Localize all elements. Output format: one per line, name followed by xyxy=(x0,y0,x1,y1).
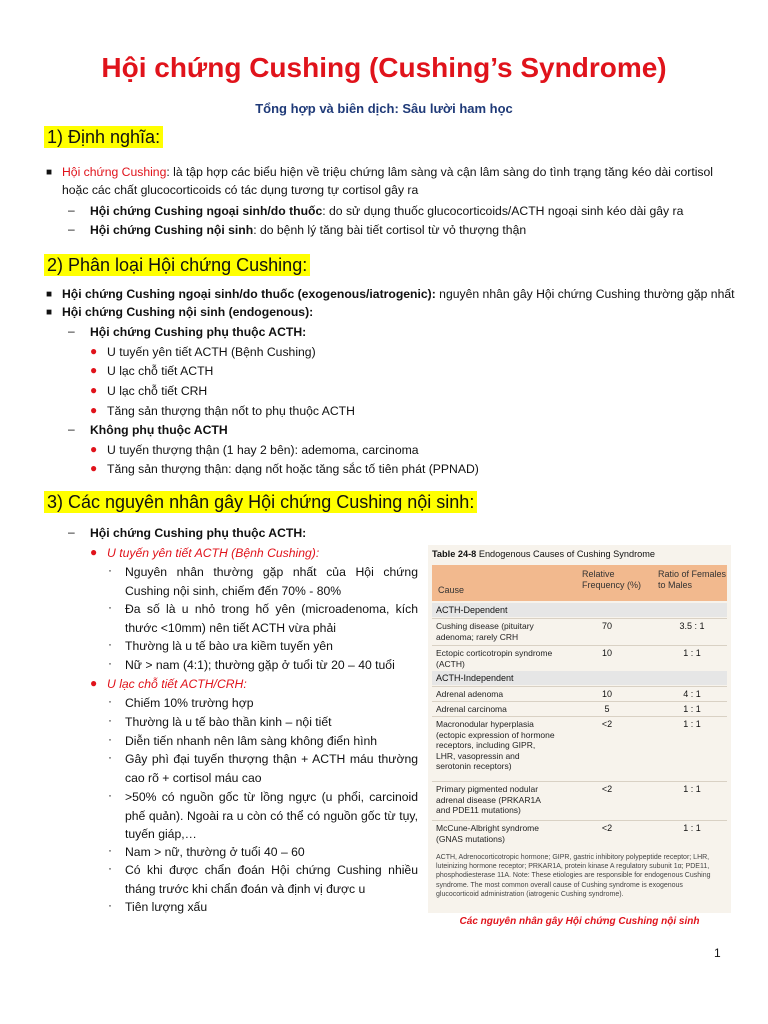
dot-icon: · xyxy=(108,861,112,875)
table-row xyxy=(432,701,727,716)
list-item: Có khi được chẩn đoán Hội chứng Cushing nhiều tháng trước khi chẩn đoán và định vị được u xyxy=(125,863,418,896)
header-ratio: Ratio of Females to Males xyxy=(658,569,727,590)
red-bullet-icon: ● xyxy=(90,676,98,690)
dot-icon: · xyxy=(108,656,112,670)
cell-ratio: 1 : 1 xyxy=(683,784,701,794)
causes-table-figure xyxy=(428,545,731,913)
bullet-icon: ■ xyxy=(46,289,53,300)
list-item: Diễn tiến nhanh nên lâm sàng không điển hình xyxy=(125,734,378,748)
cell-frequency: <2 xyxy=(601,823,613,833)
list-item: U tuyến thượng thận (1 hay 2 bên): ademoma, carcinoma xyxy=(107,443,419,457)
figure-caption: Các nguyên nhân gây Hội chứng Cushing nội sinh xyxy=(459,916,700,927)
list-item: Nữ > nam (4:1); thường gặp ở tuổi từ 20 – 40 tuổi xyxy=(125,658,395,672)
table-row xyxy=(432,716,727,781)
dot-icon: · xyxy=(108,713,112,727)
section-3-heading: 3) Các nguyên nhân gây Hội chứng Cushing nội sinh: xyxy=(44,491,477,513)
dash-icon: – xyxy=(68,203,75,217)
page-number: 1 xyxy=(714,946,721,960)
red-bullet-icon: ● xyxy=(90,344,98,358)
table-row xyxy=(432,618,727,645)
list-item: U lạc chỗ tiết ACTH xyxy=(107,364,214,378)
cell-ratio: 3.5 : 1 xyxy=(679,621,705,631)
table-row xyxy=(432,645,727,672)
table-title: Table 24-8 Endogenous Causes of Cushing Syndrome xyxy=(432,549,656,559)
class-acth-independent: Không phụ thuộc ACTH xyxy=(90,423,228,437)
dot-icon: · xyxy=(108,637,112,651)
list-item: Thường là u tế bào ưa kiềm tuyến yên xyxy=(125,639,333,653)
red-bullet-icon: ● xyxy=(90,403,98,417)
bullet-icon: ■ xyxy=(46,167,53,178)
dash-icon: – xyxy=(68,324,75,338)
red-bullet-icon: ● xyxy=(90,383,98,397)
page-subtitle: Tổng hợp và biên dịch: Sâu lười ham học xyxy=(255,101,513,116)
list-item: Nguyên nhân thường gặp nhất của Hội chứng Cushing nội sinh, chiếm đến 70% - 80% xyxy=(125,565,418,598)
cell-cause: McCune-Albright syndrome (GNAS mutations) xyxy=(436,823,539,844)
bullet-icon: ■ xyxy=(46,307,53,318)
table-row xyxy=(432,686,727,701)
table-row xyxy=(432,781,727,820)
list-item: Chiếm 10% trường hợp xyxy=(125,696,254,710)
dot-icon: · xyxy=(108,750,112,764)
class-endogenous: Hội chứng Cushing nội sinh (endogenous): xyxy=(62,305,314,319)
cell-cause: Cushing disease (pituitary adenoma; rarely CRH xyxy=(436,621,534,642)
cell-frequency: 5 xyxy=(604,704,610,714)
dot-icon: · xyxy=(108,563,112,577)
section-2-heading: 2) Phân loại Hội chứng Cushing: xyxy=(44,254,310,276)
cell-cause: Adrenal adenoma xyxy=(436,689,504,699)
cell-cause: Macronodular hyperplasia (ectopic expression of hormone receptors, including GIPR, LHR, vasopressin and serotonin receptors) xyxy=(436,719,555,771)
subheading-ectopic: U lạc chỗ tiết ACTH/CRH: xyxy=(107,677,247,691)
list-item: Tiên lượng xấu xyxy=(125,900,208,914)
definition-line-1: Hội chứng Cushing: là tập hợp các biểu hiện về triệu chứng lâm sàng và cận lâm sàng do tình trạng tăng kéo dài cortisol xyxy=(62,165,714,179)
page-title: Hội chứng Cushing (Cushing’s Syndrome) xyxy=(101,52,667,83)
group-acth-independent: ACTH-Independent xyxy=(432,671,727,685)
cell-frequency: <2 xyxy=(601,719,613,729)
cell-frequency: <2 xyxy=(601,784,613,794)
list-item: Gây phì đại tuyến thượng thận + ACTH máu thường cao rõ + cortisol máu cao xyxy=(125,752,418,785)
list-item: U lạc chỗ tiết CRH xyxy=(107,384,208,398)
dash-icon: – xyxy=(68,222,75,236)
red-bullet-icon: ● xyxy=(90,442,98,456)
cell-ratio: 1 : 1 xyxy=(683,704,701,714)
cell-frequency: 10 xyxy=(601,689,612,699)
subheading-pituitary: U tuyến yên tiết ACTH (Bệnh Cushing): xyxy=(107,546,320,560)
section-1-heading: 1) Định nghĩa: xyxy=(44,126,163,148)
class-exogenous: Hội chứng Cushing ngoại sinh/do thuốc (exogenous/iatrogenic): nguyên nhân gây Hội chứng Cushing thường gặp nhất xyxy=(62,287,735,301)
dot-icon: · xyxy=(108,732,112,746)
cell-cause: Adrenal carcinoma xyxy=(436,704,507,714)
definition-endogenous: Hội chứng Cushing nội sinh: do bệnh lý tăng bài tiết cortisol từ vỏ thượng thận xyxy=(90,223,527,237)
cell-cause: Ectopic corticotropin syndrome (ACTH) xyxy=(436,648,553,669)
list-item: Tăng sản thượng thận: dạng nốt hoặc tăng sắc tố tiên phát (PPNAD) xyxy=(107,462,479,476)
cell-ratio: 4 : 1 xyxy=(683,689,701,699)
dash-icon: – xyxy=(68,525,75,539)
dot-icon: · xyxy=(108,898,112,912)
group-acth-dependent: ACTH-Dependent xyxy=(432,603,727,617)
table-note: ACTH, Adrenocorticotropic hormone; GIPR, gastric inhibitory polypeptide receptor; LHR, luteinizing hormone receptor; PRKAR1A, protein kinase A regulatory subunit 1α; PDE11, phosphodiesterase 11A. Note: These etiologies are responsible for endogenous Cushing syndrome. The most common overall cause of Cushing syndrome is exogenous glucocorticoid administration (iatrogenic Cushing syndrome). xyxy=(436,854,711,898)
list-item: Tăng sản thượng thận nốt to phụ thuộc ACTH xyxy=(107,404,355,418)
cell-frequency: 70 xyxy=(601,621,612,631)
red-bullet-icon: ● xyxy=(90,545,98,559)
definition-exogenous: Hội chứng Cushing ngoại sinh/do thuốc: do sử dụng thuốc glucocorticoids/ACTH ngoại sinh kéo dài gây ra xyxy=(90,204,684,218)
definition-line-2: hoặc các chất glucocorticoids có tác dụng tương tự cortisol gây ra xyxy=(62,183,419,197)
dot-icon: · xyxy=(108,694,112,708)
cell-ratio: 1 : 1 xyxy=(683,823,701,833)
list-item: Đa số là u nhỏ trong hố yên (microadenoma, kích thước <10mm) nên tiết ACTH vừa phải xyxy=(125,602,418,635)
dot-icon: · xyxy=(108,788,112,802)
dot-icon: · xyxy=(108,600,112,614)
cell-ratio: 1 : 1 xyxy=(683,648,701,658)
list-item: Nam > nữ, thường ở tuổi 40 – 60 xyxy=(125,845,305,859)
cause-acth-dependent: Hội chứng Cushing phụ thuộc ACTH: xyxy=(90,526,307,540)
cell-ratio: 1 : 1 xyxy=(683,719,701,729)
header-frequency: Relative Frequency (%) xyxy=(582,569,642,590)
list-item: Thường là u tế bào thần kinh – nội tiết xyxy=(125,715,332,729)
dash-icon: – xyxy=(68,422,75,436)
cell-cause: Primary pigmented nodular adrenal disease (PRKAR1A and PDE11 mutations) xyxy=(436,784,541,815)
dot-icon: · xyxy=(108,843,112,857)
list-item: U tuyến yên tiết ACTH (Bệnh Cushing) xyxy=(107,345,316,359)
cell-frequency: 10 xyxy=(601,648,612,658)
header-cause: Cause xyxy=(438,585,465,595)
red-bullet-icon: ● xyxy=(90,363,98,377)
class-acth-dependent: Hội chứng Cushing phụ thuộc ACTH: xyxy=(90,325,307,339)
table-row xyxy=(432,820,727,851)
red-bullet-icon: ● xyxy=(90,461,98,475)
table-header xyxy=(432,565,727,601)
list-item: >50% có nguồn gốc từ lồng ngực (u phổi, carcinoid phế quản). Ngoài ra u còn có thể có nguồn gốc từ tụy, tuyến giáp,… xyxy=(125,790,418,841)
